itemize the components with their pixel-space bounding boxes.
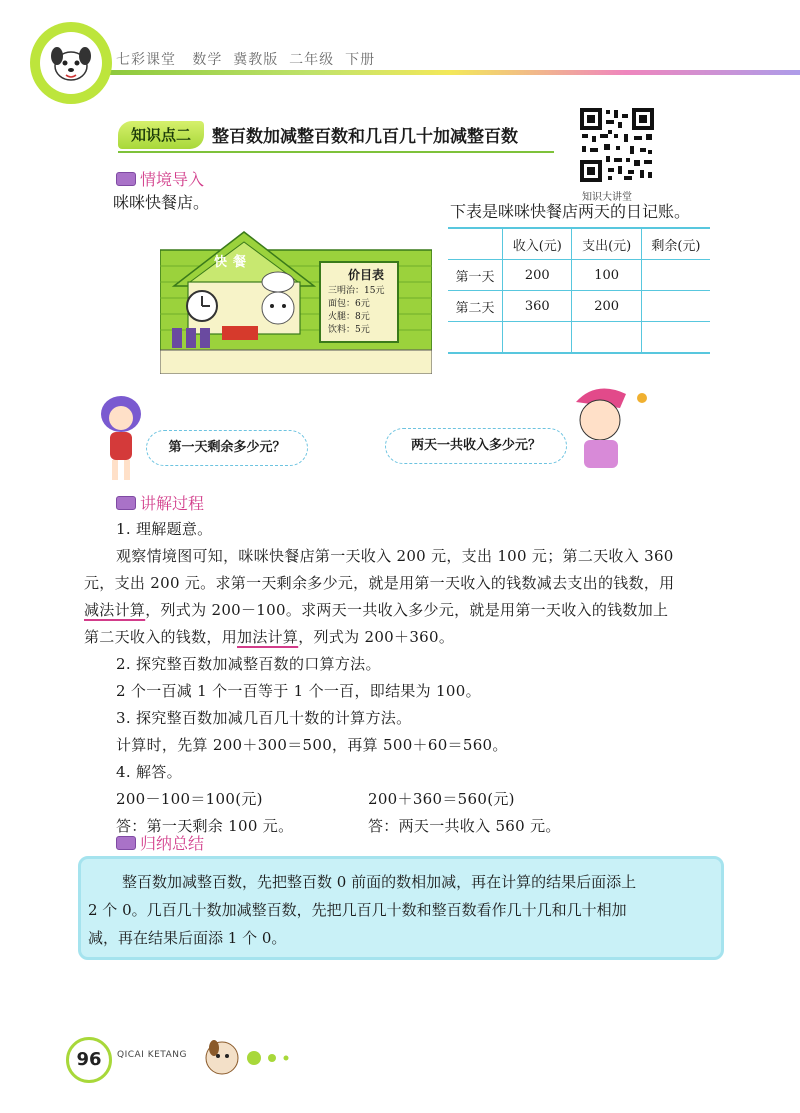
table-cell: 第一天	[448, 260, 503, 291]
header-subject: 数学	[192, 52, 223, 68]
header-rainbow-line	[100, 70, 800, 75]
speech-bubble-right: 两天一共收入多少元？	[385, 428, 567, 464]
step-3-text: 计算时，先算 200＋300＝500，再算 500＋60＝560。	[116, 736, 508, 754]
table-cell: 200	[503, 260, 572, 291]
step-4: 4. 解答。	[116, 763, 182, 781]
table-cell	[641, 322, 710, 354]
table-cell	[641, 291, 710, 322]
girl-character-icon	[92, 392, 150, 484]
fast-food-shop-illustration	[160, 222, 432, 374]
table-header-cell: 支出(元)	[572, 228, 641, 260]
table-header-cell: 剩余(元)	[641, 228, 710, 260]
step-1: 1. 理解题意。	[116, 520, 213, 538]
answer-left: 答：第一天剩余 100 元。	[116, 817, 294, 835]
shop-sign: 快餐	[214, 255, 253, 270]
table-cell: 200	[572, 291, 641, 322]
menu-title: 价目表	[348, 268, 385, 282]
table-cell: 360	[503, 291, 572, 322]
table-row	[448, 322, 710, 354]
table-cell: 100	[572, 260, 641, 291]
boy-character-icon	[556, 380, 652, 472]
summary-line: 整百数加减整百数，先把整百数 0 前面的数相加减，再在计算的结果后面添上	[122, 873, 637, 891]
answer-right: 答：两天一共收入 560 元。	[368, 817, 561, 835]
summary-line: 减，再在结果后面添 1 个 0。	[88, 929, 287, 947]
header-volume: 下册	[345, 52, 376, 68]
book-icon	[116, 172, 136, 186]
book-icon	[116, 836, 136, 850]
menu-item: 饮料：5元	[328, 325, 370, 335]
table-cell	[448, 322, 503, 354]
step-3: 3. 探究整百数加减几百几十数的计算方法。	[116, 709, 412, 727]
table-header-row	[448, 228, 710, 260]
qr-caption: 知识大讲堂	[582, 192, 632, 203]
step-2: 2. 探究整百数加减整百数的口算方法。	[116, 655, 381, 673]
equation-left: 200－100＝100(元)	[116, 790, 263, 808]
summary-line: 2 个 0。几百几十数加减整百数，先把几百几十数和整百数看作几十几和几十相加	[88, 901, 627, 919]
paragraph-line	[84, 599, 668, 620]
header-grade: 二年级	[289, 52, 335, 68]
footer-mascot-icon	[200, 1034, 310, 1078]
menu-list	[328, 285, 384, 337]
header-breadcrumb	[116, 49, 375, 69]
table-row	[448, 260, 710, 291]
summary-heading: 归纳总结	[140, 834, 205, 853]
menu-item: 火腿：8元	[328, 312, 370, 322]
section-title: 整百数加减整百数和几百几十加减整百数	[212, 127, 518, 147]
mascot-logo	[40, 32, 102, 94]
table-row	[448, 291, 710, 322]
intro-heading: 情境导入	[140, 170, 205, 189]
table-header-cell: 收入(元)	[503, 228, 572, 260]
text-span: 第二天收入的钱数，用	[84, 628, 238, 646]
explain-heading: 讲解过程	[140, 494, 205, 513]
paragraph-line: 元，支出 200 元。求第一天剩余多少元，就是用第一天收入的钱数减去支出的钱数，用	[84, 574, 675, 592]
paragraph-line: 观察情境图可知，咪咪快餐店第一天收入 200 元，支出 100 元；第二天收入 360	[116, 547, 674, 565]
speech-bubble-left: 第一天剩余多少元？	[146, 430, 308, 466]
qr-code-icon[interactable]	[578, 106, 656, 184]
text-span: ，列式为 200－100。求两天一共收入多少元，就是用第一天收入的钱数加上	[145, 601, 669, 619]
dog-mascot-icon	[40, 32, 102, 94]
table-cell	[503, 322, 572, 354]
ledger-table	[448, 227, 710, 354]
table-cell	[572, 322, 641, 354]
header-series: 七彩课堂	[116, 52, 176, 68]
menu-item: 面包：6元	[328, 299, 370, 309]
table-header-cell	[448, 228, 503, 260]
equation-right: 200＋360＝560(元)	[368, 790, 515, 808]
book-icon	[116, 496, 136, 510]
page-number: 96	[66, 1037, 112, 1083]
menu-item: 三明治：15元	[328, 286, 385, 296]
footer-brand: QICAI KETANG	[117, 1050, 187, 1060]
keyword-subtraction: 减法计算	[84, 601, 146, 619]
paragraph-line	[84, 626, 454, 647]
text-span: ，列式为 200＋360。	[298, 628, 455, 646]
step-2-text: 2 个一百减 1 个一百等于 1 个一百，即结果为 100。	[116, 682, 481, 700]
header-edition: 冀教版	[233, 52, 279, 68]
table-caption: 下表是咪咪快餐店两天的日记账。	[450, 202, 691, 221]
table-cell	[641, 260, 710, 291]
table-cell: 第二天	[448, 291, 503, 322]
knowledge-point-tag: 知识点二	[118, 121, 204, 149]
keyword-addition: 加法计算	[237, 628, 299, 646]
intro-lead: 咪咪快餐店。	[113, 193, 210, 212]
